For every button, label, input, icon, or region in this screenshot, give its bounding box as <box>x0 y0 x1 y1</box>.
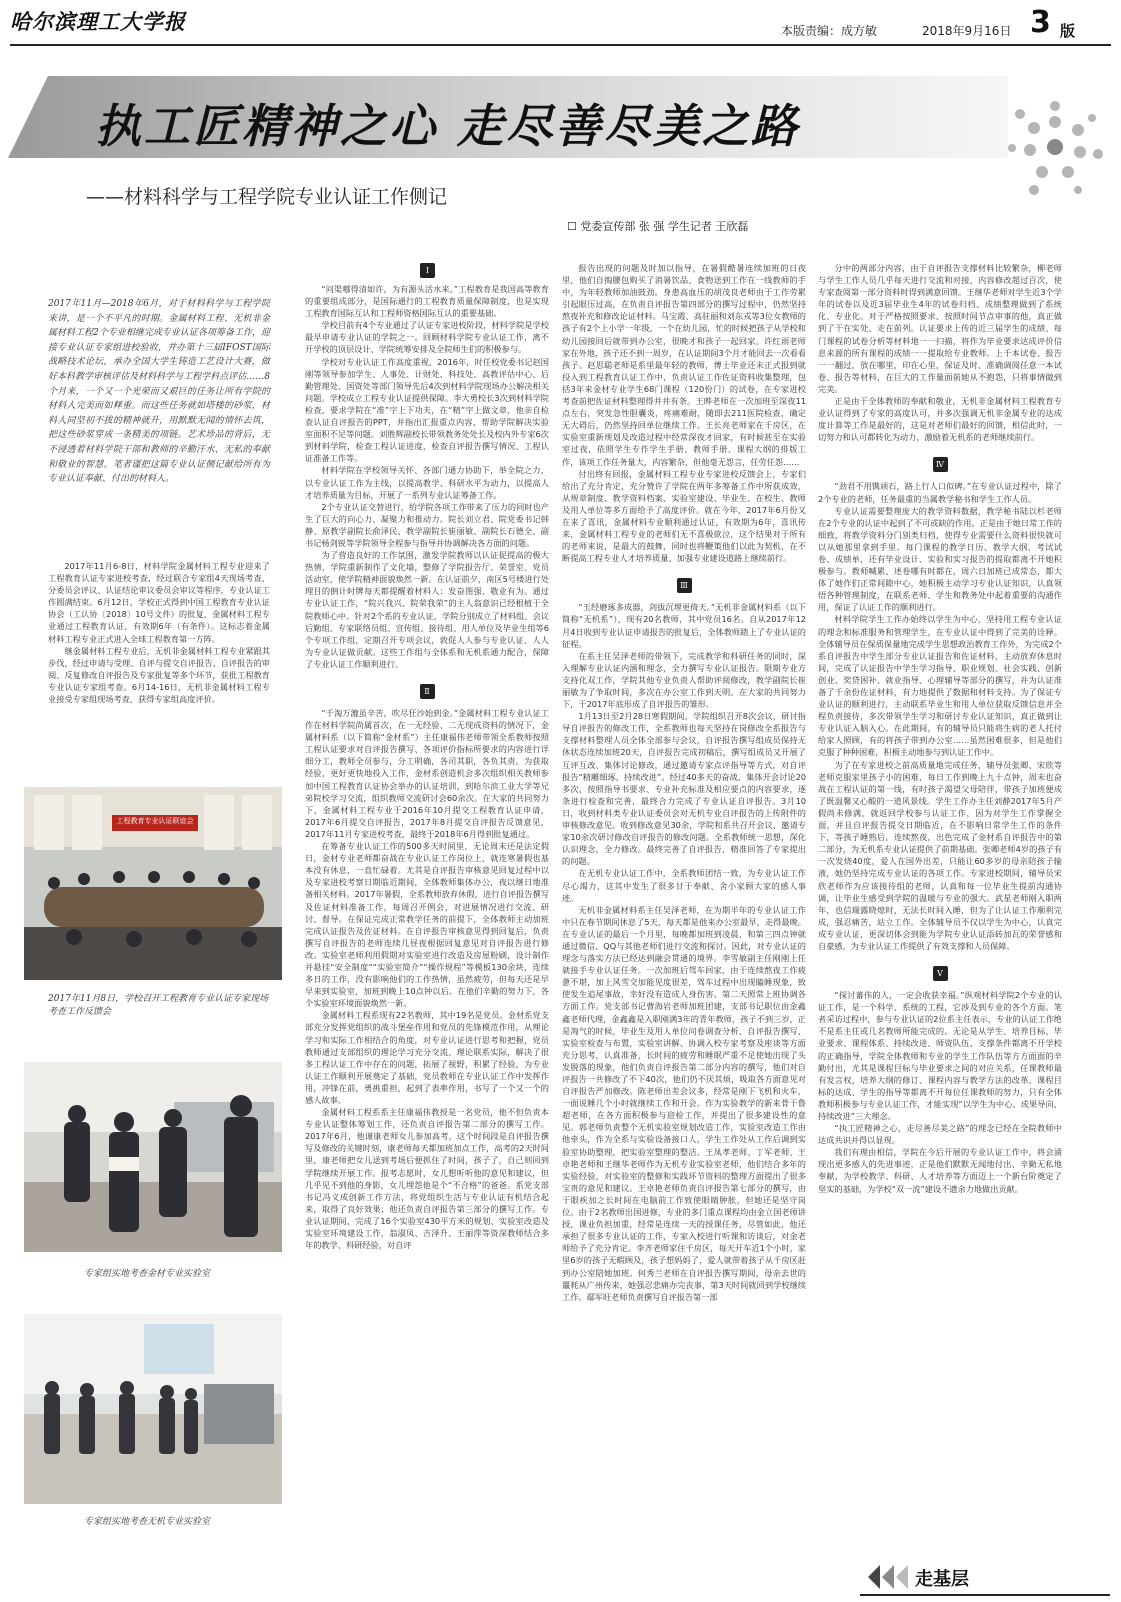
page-number: 3 <box>1030 5 1051 40</box>
paragraph: 在系主任吴泽老师的带领下，完成教学和科研任务的同时，深入理解专业认证内涵和理念，全力撰写专业认证报告。限期专业方支持化双工作，学院其他专业负责人帮助评阅修改，教学副院长崔丽敏为了争取时间，多次在办公室工作到天明。在大家的共同努力下，于2017年底形成了自评报告的雏形。 <box>562 650 806 710</box>
paragraph: 为了在专家进校之前高质量地完成任务，辅导员张卿、宋欣等老师克服家里孩子小的困难，每日工作到晚上九十点钟，周末也奋战在工程认证的第一线，有时孩子渴望父母陪伴，带孩子加班便成了既温馨又心酸的一道风景线。学生工作办主任刘静2017年5月产假尚未修满，就返回学校参与认证工作，因为对学生工作掌握全面，并且自评报告提交日期临近，在不影响日常学生工作的条件下，等孩子睡熟后，连续熬夜，出色完成了金材系自评报告中的第二部分，为无机系专业认证提供了前期基础。张卿老师4岁的孩子有一次发烧40度，爱人在国外出差，只能让60多岁的母亲陪孩子输液，她仍坚持完成专业认证的各项工作。专家进校期间，辅导员宋欣老师作为应该接待组的老师，认真和每一位毕业生提前沟通协调，让毕业生感受到学院的温暖与专业的强大。武星老师刚入职两年，也信瑞露晓熄时，无法长时间入睡，但为了让认证工作顺利完成，强忍痛苦，站立工作。全体辅导员不仅以学生为中心，认真完成专业认证，更深切体会到能为学院专业认证添砖加瓦的荣誉感和自豪感，为专业认证工作提供了有效支撑和人员保障。 <box>818 759 1062 951</box>
paragraph: 材料学院学生工作办始终以学生为中心，坚持用工程专业认证的理念和标准服务和管理学生，在专业认证中得到了完美的诠释。全体辅导员在保质保量地完成学生思想政治教育工作外，为完成2个系自评报告中学生部分专业认证报告和佐证材料，主动放弃休息时间，完成了认证报告中学生学习指导、职业规划、社会实践、创新创业、奖贷困补、就业指导、心理辅导等部分的撰写，并为认证准备了千余份佐证材料，有力地提供了数据和材料支持。为了保证专业认证的顺利进行，主动联系毕业生和用人单位获取反馈信息并全程负责接待，多次带领学生学习和研讨专业认证知识，真正做到让专业认证入脑入心。在此期间，有的辅导员只能将生病的老人托付给家人照顾，有的将孩子带到办公室……虽然困难很多，但是他们克服了种种困难，积极主动地参与到认证工作中。 <box>818 614 1062 758</box>
paragraph: 1月13日至2月28日寒假期间，学院组织召开8次会议，研讨指导自评报告的修改工作，全系教师也每天坚持在岗修改全系报告与支撑材料整理人员全体全部参与会议，自评报告撰写组成员保持无休状态连续加班20天，自评报告完成初稿后，撰写组成员又开展了互评互改、集体讨论修改，通过邀请专家点评指导等方式，对自评报告“精雕细琢，持续改进”。经过40多天的奋战，集体开会讨论20多次，按照指导书要求、专业补充标准及相应要点的内容要求，逐条进行检查和完善，最终合力完成了专业认证自评报告。3月10日，收到材料类专业认证委员会对无机专业自评报告的上传附件的审核修改意见。收到修改意见30余，学院和系共召开会议，邀请专家10余次研讨修改自评报告的修改问题。全系教师统一思想，深化认识理念，全力修改。最终完善了自评报告，精准回答了专家提出的问题。 <box>562 711 806 867</box>
headline: 执工匠精神之心 走尽善尽美之路 <box>95 99 801 153</box>
paragraph: “探讨蕃伟的人，一定会收获幸福。”纵观材料学院2个专业的认证工作，是一个科学、系统的工程，它涉及到专业的各个方面。笔者采访过程中，参与专业认证的2位系主任表示，专业的认证工作绝不是系主任或几名教师所能完成的。无论是从学生、培养目标、毕业要求、课程体系、持续改进、师资队伍、支撑条件都离不开学校的正确指导，学院全体教师和专业的学生工作队伍等方方面面的辛勤付出，尤其是课程目标与毕业要求之间的对应关系，任课教师最有发言权，培养大纲的修订、课程内容与教学方法的改革、课程目标的达成、学生的指导等都离不开每位任课教师的努力，只有全体教师积极参与专业认证工作，才能实现“以学生为中心、成果导向、持续改进”三大理念。 <box>818 990 1062 1121</box>
article-column-4 <box>818 262 1062 1547</box>
byline: ☐ 党委宣传部 张 强 学生记者 王欣磊 <box>567 220 749 233</box>
page-editor: 本版责编：成方敏 <box>781 24 878 38</box>
flower-decoration-icon <box>1000 92 1110 202</box>
paragraph: 2个专业认证交替进行，给学院各项工作带来了压力的同时也产生了巨大的向心力、凝聚力和推动力。院长刘立君、院党委书记韩静、原教学副院长俞泽民、教学副院长崔丽敏、副院长石德全、副书记杨剑锐等学院领导全程参与指导并协调解决各方面的问题。 <box>305 501 549 548</box>
section-badge-5: Ⅴ <box>933 966 948 981</box>
paragraph: “执工匠精神之心，走尽善尽美之路”的理念已经在全院教师中达成共识并得以显现。 <box>818 1123 1062 1146</box>
footer-rule <box>860 1594 1110 1596</box>
article-column-3 <box>562 262 806 1588</box>
paragraph: 继金属材料工程专业后，无机非金属材料工程专业紧跟其步伐，经过申请与受理、自评与提交自评报告、自评报告的审阅、反复修改自评报告及专家批复等多个环节，获批工程教育专业认证专家组考查。6月14-16日，无机非金属材料工程专业接受专家组现场考查，获得专家组高度评价。 <box>48 645 270 705</box>
paragraph: 正是由于全体教师的奉献和敬业，无机非金属材料工程教育专业认证得到了专家的高度认可，并多次强调无机非金属专业的达成度计算等工作是最好的，这是对老师们最好的回馈，相信此时，一切努力和认可都转化为动力，激励着无机系的老师继续前行。 <box>818 396 1062 443</box>
paragraph: 在筹备专业认证工作的500多天时间里，无论周末还是法定假日，金材专业老师都奋战在专业认证工作岗位上，就连寒暑假也基本没有休息，一直忙碌着。尤其是自评报告审核意见回复过程中以及专家进校考察日期临近期间，全体教师集体办公，夜以继日地准备相关材料。2017年暑假，全系教师放弃休假，进行自评报告撰写及佐证材料准备工作，每周召开例会，对进展情况进行交流、研讨、督导。在保证完成正常教学任务的前提下，全体教师主动加班完成认证报告及佐证材料。在自评报告审核意见得到回复后，负责撰写自评报告的老师连续几昼夜根据回复意见对自评报告进行修改。实验室老师利用假期对实验室进行改造及房屋粉刷，设计制作并悬挂“安全制度”“实验室简介”“操作规程”等模板130余块，连续多日的工作，没有影响他们的工作热情，虽然疲劳，但每天还是早早来到实验室，加班到晚上10点钟以后。在他们辛勤的努力下，各个实验室环境面貌焕然一新。 <box>305 841 549 1009</box>
section-badge-4: Ⅳ <box>933 457 948 472</box>
paragraph: “玉经磨琢多成器，剑拔沉埋更倚天。”无机非金属材料系（以下简称“无机系”），现有20名教师，其中党员16名。自从2017年12月4日收到专业认证申请报告的批复后，全体教师踏上了专业认证的征程。 <box>562 602 806 649</box>
issue-date: 2018年9月16日 <box>922 24 1012 38</box>
photo-caption-3: 专家组实地考查无机专业实验室 <box>84 1517 211 1527</box>
photo-caption-2: 专家组实地考查金材专业实验室 <box>84 1269 211 1279</box>
photo-banner-text: 工程教育专业认证联谊会 <box>116 817 194 825</box>
article-column-2 <box>305 283 549 1588</box>
subheadline: ——材料科学与工程学院专业认证工作侧记 <box>86 186 448 208</box>
paragraph: 学校对专业认证工作高度重视，2016年，时任校党委书记赵国刚等领导参加学生、人事处、计财处、科技处、高教评估中心、后勤管理处、国资处等部门领导先后4次到材料学院现场办公解决相关问题。学校成立工程专业认证提供保障。李大勇校长3次到材料学院检查，要求学院在“准”字上下功夫，在“精”字上做文章，他亲自检查认证自评报告的PPT，并指出汇报重点内容，帮助学院解决实验室面积不足等问题。刘胜辉副校长带领教务处处长及校内外专家6次到材料学院，检查工程认证进度，检查自评报告撰写情况、工程认证准备工作等。 <box>305 356 549 464</box>
paragraph: 金属材料工程系系主任康福伟教授是一名党员，他不但负责本专业认证整体筹划工作，还负责自评报告第二部分的撰写工作。2017年6月，他谨康老师女儿参加高考，这个时间段是自评报告撰写及修改的关键时刻，康老师每天都加班加点工作，高考的2天时间里，康老师把女儿送到考场后便抓住了时间，孩子了，自己则回到学院继续开展工作。报考志愿时，女儿想听听他的意见和建议，但几乎见不到他的身影，女儿埋怨他是个“不合格”的爸爸。系党支部书记冯义成创新工作方法，将党组织生活与专业认证有机结合起来，取得了良好效果；他还负责自评报告第三部分的撰写工作。专业认证期间，完成了16个实验室430平方米的规划、实验室改造及实验室环境建设工作，翁淑凤、吉泽升、王丽萍等资深教师结合多年的教学、科研经验，对自评 <box>305 1107 549 1251</box>
section-footer-label: 走基层 <box>915 1569 969 1590</box>
paragraph: 无机非金属材料系主任吴泽老师，在为期半年的专业认证工作中只在春节期间休息了5天，每天都是他来办公室最早，走得最晚。在专业认证的最后一个月里，每晚都加班到凌晨，和第三四点钟就通过微信、QQ与其他老师们进行交流和探讨。因此，对专业认证的理念与落实方法已经达到融会贯通的境界。李雪敏副主任刚刚上任就接手专业认证任务。一次加班后驾车回家，由于连续熬夜工作疲惫不堪，加上风雪交加能见度很差，驾车过程中出现瞌睡现象，致使发生追尾事故，幸好没有造成人身伤害。第二天照常上班协调各方面工作。党支部书记曹海岩老师加班团建，支部书记职位由金鑫鑫老师代理，金鑫鑫是入职刚满3年的青年教师，孩子不到三岁，正是淘气的时候，毕业生及用人单位问卷调查分析、自评报告撰写、实验室检查与布置，实验室讲解、协调入校专家考察及座谈等方面充分思考，认真准备，长时间的疲劳和睡眠严重不足使她出现了头发脱落的现象，他们负责自评报告第二部分内容的撰写，他们对自评报告一共修改了不下40次，他们仍不厌其烦，吸取各方面意见对自评报告严加修改。陈老师出差会议多，经常是刚下飞机和火车，一面说睡几个小时就继续工作和开会。作为实验教学的新来骨干鲁超老师，在各方面积极参与迎检工作，并提出了很多建设性的意见。郭老师负责整个无机实验室规划改造工作，实验室改造工作由他牵头，作为全系与实验设备接口人，学生工作处从工作后调到实验室协助整理，把实验室整理的整洁。王凤孝老师、丁军老师、王卓艳老师和王继华老师作为无机专业实验室老师，他们结合多年的实验经验，对实验室的整修和实践环节资料的整理方面提出了很多宝贵的意见和建议。王卓艳老师负责自评报告第七部分的撰写，由于眼疾加之长时间在电脑前工作致使眼睛肿胀，但她还是坚守岗位。由于2名教师出国进修，专业的多门重点课程均由金立国老师讲授，课业负担加重，经常是连续一天的授课任务，尽管如此，他还承担了很多专业认证的工作，专家入校进行听课和访谈后，对金老师给予了充分肯定。李齐老师家住千房区，每天开车近1个小时，家里6岁的孩子无暇顾及，孩子想妈妈了，爱人就带着孩子从千房区赶到办公室陪她加班。何秀兰老师在自评报告撰写期间，母亲去世的噩耗从广州传来，她强忍悲痛办完丧事，第3天时间就回到学校继续工作。鄢军旺老师负责撰写自评报告第一部 <box>562 904 806 1302</box>
section-badge-2: Ⅱ <box>420 684 435 699</box>
paragraph: 材料学院在学校领导关怀、各部门通力协助下，举全院之力，以专业认证工作为主线，以提高教学、科研水平为动力，以提高人才培养质量为目标，开展了一系列专业认证筹备工作。 <box>305 465 549 500</box>
newspaper-name: 哈尔滨理工大学报 <box>10 9 186 34</box>
paragraph: 报告出现的问题及时加以指导，在暑假酷暑连续加班的日夜里，他们自掏腰包购买了消暑饮品、食物送到工作在一线教师的手中，为年轻教师加油鼓劲。身患高血压的胡茂良老师由于工作劳累引起眼压过高，在负责自评报告第四部分的撰写过程中，仍然坚持熬夜补充和修改论证材料。马宝霞、高驻丽和刘东戎等3位女教师的孩子有2个上小学一年级，一个在幼儿园，忙的时候把孩子从学校和幼儿园接回后就带到办公室，很晚才和孩子一起回家。许红雨老师家在外地，孩子还不到一周岁，在认证期间3个月才能回去一次看看孩子。赵思聪老师是系里最年轻的教师，博士毕业还未正式报到就投入到工程教育认证工作中，负责认证工作佐证资料收集整理，包括3年来金材专业学生68门课程（120份门）的试卷，在专家进校考查前把佐证材料整理得井井有条。王晔老师在一次加班至深夜11点左右，突发急性胆囊炎，疼痛难耐，随即去211医院检查，确定无大碍后，仍然坚持回单位继续工作。王长亮老师家在千房区，在实验室重新规划及改造过程中经常深夜才回家，有时候甚至在实验室过夜，依照学生专作学生手册、教师手册、课程大纲的排版工作，该项工作任务量大，内容繁杂，但他毫无怨言，任劳任怨…… <box>562 263 806 467</box>
footer-arrow-icon <box>868 1562 908 1592</box>
paragraph: 金属材料工程系现有22名教师，其中19名是党员。金材系党支部充分发挥党组织的战斗堡垒作用和党员的先锋模范作用，从理论学习和实际工作相结合的角度，对专业认证进行思考和把握，党员教师通过支部组织的理论学习充分交流、理论联系实际，解决了很多工程认证工作中存在的问题，拓展了视野，积累了经验，为专业认证工作顺利开展奠定了基础，党员教师在专业认证工作中发挥作用，冲锋在前，勇挑重担，起到了表率作用，书写了一个又一个的感人故事。 <box>305 1010 549 1105</box>
paragraph: 专业认证需要整理庞大的教学资料数据，教学秘书陆以杉老师在2个专业的认证中起到了不可或缺的作用。正是由于她日常工作的细致，将教学资料分门别类归档，使得专业需要什么资料很快就可以从她那里拿到手里。每门课程的教学日历、教学大纲、考试试卷、成绩单，还有毕业设计、实验和实习报告的提取都离不开她积极参与。教师喊累、述卷哪有时都在，周六日加班已成常态，都大体了她作们正常间隙中心，她积极主动学习专业认证知识，认真领悟各种管理制度，在联系老师、学生和教务处中起着重要的沟通作用，保证了认证工作的顺利进行。 <box>818 505 1062 613</box>
paragraph: 付出终有回报，金属材料工程专业专家进校反馈会上，专家们给出了充分肯定，充分赞许了学院在两年多筹备工作中所获成效，从规章制度、教学资料档案、实验室建设、毕业生、在校生、教师及用人单位等多方面给予了高度评价。就在今年，2017年6月份又在来了喜讯，金属材料专业顺利通过认证，有效期为6年，喜讯传来，金属材料工程专业的老师们无不喜极欲泣，这个结果对于所有的老师来说，是最大的鼓舞，同时也将鞭策他们以此为契机，在不断提高工程专业人才培养质量、加强专业建设道路上继续前行。 <box>562 468 806 564</box>
paragraph: 在无机专业认证工作中，全系教师团结一致，为专业认证工作尽心竭力，这其中发生了很多甘于奉献、舍小家顾大家的感人事迹。 <box>562 868 806 903</box>
photo-lab-inspection-inorganic <box>24 1314 282 1504</box>
intro-paragraph: 2017年11月—2018年6月，对于材料科学与工程学院来讲，是一个不平凡的时期。金属材料工程、无机非金属材料工程2个专业相继完成专业认证各项筹备工作，迎接专业认证专家组进校验收，并办第十三届IFOST国际战略技术论坛，承办全国大学生铸造工艺设计大赛，做好本科教学审核评估及材料科学与工程学科点评估……8个月来，一个又一个光荣而又艰巨的任务让所有学院的材料人完美而如释重。而这些任务就如塔楼的砂浆，材料人同坚初不拔的精神就升，用默默无闻的情怀去筑，把这些砂浆穿成一条精美的项链。艺术珍品的背后，无不浸透着材料学院干部和教师的辛勤汗水、无私的奉献和敬业的智慧。笔者谨把这篇专业认证侧记献给所有为专业认证奉献、付出的材料人。 <box>48 299 270 485</box>
photo-feedback-meeting <box>24 787 282 980</box>
photo-lab-inspection-metal <box>24 1062 282 1252</box>
paragraph: 学校目前有4个专业通过了认证专家进校阶段，材料学院是学校最早申请专业认证的学院之一。回顾材料学院专业认证工作，离不开学校的顶层设计、学院统筹安排及全院师生们的积极参与。 <box>305 320 549 355</box>
photo-caption-1: 2017年11月8日，学校召开工程教育专业认证专家现场考查工作反馈会 <box>48 994 269 1017</box>
article-column-1 <box>48 560 270 765</box>
paragraph: 我们有理由相信，学院在今后开展的专业认证工作中，将会涌现出更多感人的先进事迹，正是他们默默无闻地付出、辛勤无私地奉献，为学校教学、科研、人才培养等方面迈上一个新台阶奠定了坚实的基础，为学校“双一流”建设不遗余力地做出贡献。 <box>818 1147 1062 1194</box>
paragraph: 分中的两部分内容，由于自评报告支撑材料比较繁杂，柳老师与学生工作人员几乎每天进行交流和对接，内容修改超过百次，使专家查阅第一部分资料时得到满意回馈。王继华老师对学生近3个学年的试卷以及近3届毕业生4年的试卷归档、成绩整理做到了系统化、专业化。对于严格按照要求、按照时间节点审事的他，真正做到了干在实处、走在前列。认证要求上传的近三届学生的成绩、每门课程的试卷分析等材料地一一扫描，将作为毕业要求达成评价信息来源的所有课程的成绩一一提取给专业教师。上千本试卷、报告一一翻过，放在哪里，印在心里，保证及时、准确调阅任意一本试卷、报告等材料，在巨大的工作量面前她从不抱怨，只将事情做到完美。 <box>818 263 1062 394</box>
page-suffix: 版 <box>1060 22 1076 40</box>
paragraph: “问渠哪得清如许，为有源头活水来。”工程教育是我国高等教育的重要组成部分，是国际通行的工程教育质量保障制度，也是实现工程教育国际互认和工程师资格国际互认的重要基础。 <box>305 284 549 319</box>
section-badge-3: Ⅲ <box>677 578 692 593</box>
paragraph: “劲君不用镌顽石，路上行人口似碑。”在专业认证过程中，除了2个专业的老师，任务最重的当属教学秘书和学生工作人员。 <box>818 481 1062 504</box>
paragraph: 为了营造良好的工作氛围，激发学院教师以认证促提高的极大热情，学院重新制作了文化墙，整修了学院报告厅、荣誉室、党员活动室，使学院精神面貌焕然一新。在认证前夕，南区5号楼进行处理目的倒计时牌每天都提醒着材料人：发奋图强、敬业有为。通过专业认证工作，“院兴我兴、院荣我荣”的主人翁意识已经根植于全院教师心中。针对2个系的专业认证，学院分别成立了材料组、会议后勤组、专家联络员组、宣传组、接待组、用人单位及毕业生组等6个专项工作组，定期召开专项会议，敦促人人参与专业认证、人人为专业认证做贡献。这些工作组与全体系和无机系通力配合，保障了专业认证工作顺利进行。 <box>305 550 549 669</box>
masthead-rule <box>10 44 1111 46</box>
paragraph: “千淘万漉虽辛苦，吹尽狂沙始到金。”金属材料工程专业认证工作在材料学院尚属首次，在一无经验、二无现成资料的情况下，金属材料系（以下简称“金材系”）主任康福伟老师带领全系教师按照工程认证要求对自评报告撰写、各项评价指标所要求的内容进行详细分工，教师全员参与，分工明确，各司其职，各负其责。为获取经验，更好更快地投入工作，金材系创造机会多次组织相关教师参加中国工程教育认证协会举办的认证培训，到哈尔滨工业大学等兄弟院校学习交流，组织教师交流研讨会60余次。在大家的共同努力下，金属材料工程专业于2016年10月提交工程教育认证申请，2017年6月提交自评报告，2017年8月提交自评报告反馈意见，2017年11月专家进校考查，最终于2018年6月得到批复通过。 <box>305 708 549 839</box>
section-badge-1: Ⅰ <box>420 263 435 278</box>
paragraph: 2017年11月6-8日，材料学院金属材料工程专业迎来了工程教育认证专家进校考查，经过联合专家组4天现场考查、分委员会评议、认证结论审议委员会审议等程序，专业认证工作圆满结束。6月12日，学校正式得到中国工程教育专业认证协会（工认协〔2018〕10号文件）的批复，金属材料工程专业通过工程教育认证，有效期6年（有条件）。这标志着金属材料工程专业正式进入全球工程教育第一方阵。 <box>48 561 270 644</box>
